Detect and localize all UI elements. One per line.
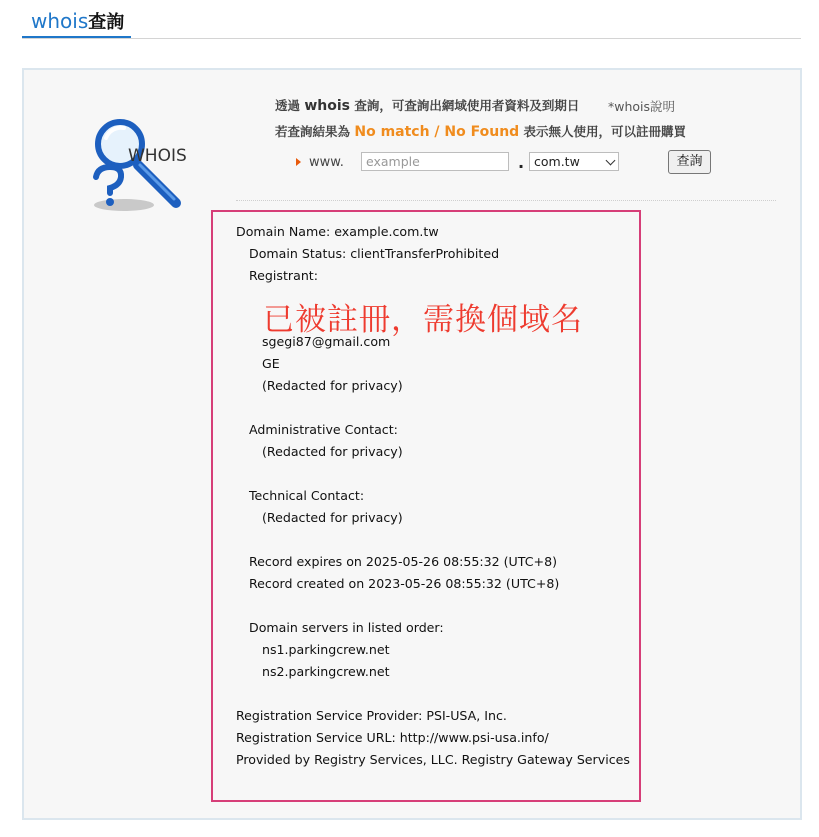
- whois-help-link[interactable]: *whois說明: [608, 99, 676, 114]
- chevron-down-icon: [606, 156, 616, 166]
- registered-annotation: 已被註冊，需換個域名: [263, 302, 583, 338]
- page-title-zh: 查詢: [88, 12, 125, 33]
- arrow-right-icon: [296, 158, 301, 166]
- admin-redacted: (Redacted for privacy): [262, 444, 403, 459]
- intro-line-1: [275, 96, 579, 114]
- registrant-label: Registrant:: [249, 268, 318, 283]
- tech-contact-label: Technical Contact:: [249, 488, 365, 503]
- record-expires: Record expires on 2025-05-26 08:55:32 (UTC+8): [249, 554, 558, 569]
- provided-by: Provided by Registry Services, LLC. Registry Gateway Services: [236, 752, 630, 767]
- domain-input[interactable]: example: [361, 152, 509, 171]
- title-underline: [22, 36, 131, 38]
- whois-result-box: [211, 210, 641, 802]
- domain-status-line: Domain Status: clientTransferProhibited: [249, 246, 500, 261]
- nameserver-1: ns1.parkingcrew.net: [262, 642, 390, 657]
- page-header: [22, 0, 801, 39]
- magnifier-question-icon: [90, 119, 196, 215]
- intro-line-1-suffix: 查詢，可查詢出網域使用者資料及到期日: [350, 98, 580, 113]
- dot-separator: .: [518, 153, 525, 172]
- intro-line-2: [275, 122, 686, 140]
- nameserver-2: ns2.parkingcrew.net: [262, 664, 390, 679]
- intro-line-2-prefix: 若查詢結果為: [275, 124, 355, 139]
- whois-panel: [22, 68, 802, 820]
- record-created: Record created on 2023-05-26 08:55:32 (UTC+8): [249, 576, 560, 591]
- tech-redacted: (Redacted for privacy): [262, 510, 403, 525]
- service-url: Registration Service URL: http://www.psi-usa.info/: [236, 730, 549, 745]
- no-match-highlight: No match / No Found: [354, 124, 520, 140]
- divider: [236, 200, 776, 201]
- registrant-email: sgegi87@gmail.com: [262, 334, 391, 349]
- www-label: www.: [309, 155, 344, 170]
- registrant-redacted: (Redacted for privacy): [262, 378, 403, 393]
- query-button[interactable]: 查詢: [668, 150, 711, 174]
- domain-name-line: Domain Name: example.com.tw: [236, 224, 439, 239]
- logo-text: WHOIS: [128, 146, 187, 166]
- admin-contact-label: Administrative Contact:: [249, 422, 398, 437]
- intro-line-1-prefix: 透過: [275, 98, 305, 113]
- service-provider: Registration Service Provider: PSI-USA, Inc.: [236, 708, 507, 723]
- intro-line-2-suffix: 表示無人使用，可以註冊購買: [519, 124, 687, 139]
- page-title: [31, 9, 124, 35]
- page-title-en: whois: [31, 9, 89, 33]
- tld-selected-value: com.tw: [534, 154, 580, 169]
- intro-whois-strong: whois: [304, 98, 351, 114]
- registrant-country: GE: [262, 356, 280, 371]
- tld-select[interactable]: [529, 152, 619, 171]
- domain-servers-label: Domain servers in listed order:: [249, 620, 444, 635]
